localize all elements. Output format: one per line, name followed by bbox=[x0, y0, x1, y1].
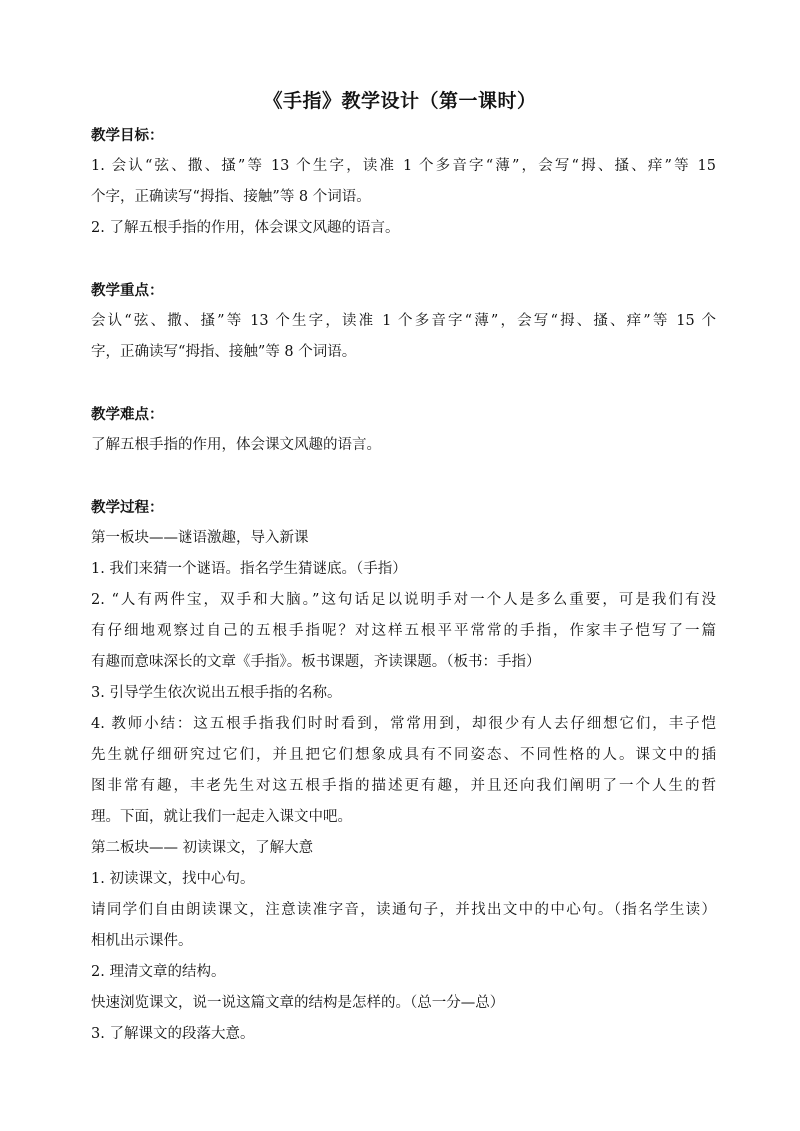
block-title: 第二板块—— 初读课文，了解大意 bbox=[91, 840, 314, 856]
paragraph-line: 相机出示课件。 bbox=[91, 933, 193, 949]
paragraph-line: 会认“弦、撒、搔”等 13 个生字，读准 1 个多音字“薄”，会写“拇、搔、痒”等 15 个 bbox=[91, 313, 716, 329]
paragraph-line: 有趣而意味深长的文章《手指》。板书课题，齐读课题。（板书：手指） bbox=[91, 654, 541, 670]
paragraph-line: 字，正确读写“拇指、接触”等 8 个词语。 bbox=[91, 344, 357, 360]
paragraph-line: 快速浏览课文，说一说这篇文章的结构是怎样的。（总一分—总） bbox=[91, 995, 505, 1011]
paragraph-line: 有仔细地观察过自己的五根手指呢？对这样五根平平常常的手指，作家丰子恺写了一篇 bbox=[91, 623, 716, 639]
paragraph-line: 1. 会认“弦、撒、搔”等 13 个生字，读准 1 个多音字“薄”，会写“拇、搔、痒”等 15 bbox=[91, 158, 716, 174]
paragraph-line: 3. 引导学生依次说出五根手指的名称。 bbox=[91, 685, 342, 701]
section-heading: 教学重点： bbox=[91, 282, 164, 299]
paragraph-line: 3. 了解课文的段落大意。 bbox=[91, 1026, 255, 1042]
section-heading: 教学难点： bbox=[91, 406, 164, 423]
paragraph-line: 请同学们自由朗读课文，注意读准字音，读通句子，并找出文中的中心句。（指名学生读） bbox=[91, 902, 716, 918]
section-difficulties bbox=[91, 399, 716, 461]
paragraph-line: 个字，正确读写“拇指、接触”等 8 个词语。 bbox=[91, 189, 371, 205]
section-key-points bbox=[91, 275, 716, 368]
page-title: 《手指》教学设计（第一课时） bbox=[263, 90, 537, 112]
document-body bbox=[91, 120, 716, 1050]
paragraph-line: 1. 初读课文，找中心句。 bbox=[91, 871, 255, 887]
section-heading: 教学过程： bbox=[91, 499, 164, 516]
paragraph-line: 先生就仔细研究过它们，并且把它们想象成具有不同姿态、不同性格的人。课文中的插 bbox=[91, 747, 716, 763]
paragraph-line: 4. 教师小结：这五根手指我们时时看到，常常用到，却很少有人去仔细想它们，丰子恺 bbox=[91, 716, 716, 732]
paragraph-line: 理。下面，就让我们一起走入课文中吧。 bbox=[91, 809, 352, 825]
section-teaching-goals bbox=[91, 120, 716, 244]
paragraph-line: 2. 了解五根手指的作用，体会课文风趣的语言。 bbox=[91, 220, 400, 236]
spacer bbox=[91, 244, 716, 275]
paragraph-line: 图非常有趣，丰老先生对这五根手指的描述更有趣，并且还向我们阐明了一个人生的哲 bbox=[91, 778, 716, 794]
paragraph-line: 2. 理清文章的结构。 bbox=[91, 964, 226, 980]
section-teaching-process bbox=[91, 492, 716, 1050]
block-title: 第一板块——谜语激趣，导入新课 bbox=[91, 530, 309, 546]
section-heading: 教学目标： bbox=[91, 127, 164, 144]
spacer bbox=[91, 461, 716, 492]
spacer bbox=[91, 368, 716, 399]
paragraph-line: 了解五根手指的作用，体会课文风趣的语言。 bbox=[91, 437, 381, 453]
paragraph-line: 1. 我们来猜一个谜语。指名学生猜谜底。（手指） bbox=[91, 561, 407, 577]
paragraph-line: 2. “人有两件宝，双手和大脑。”这句话足以说明手对一个人是多么重要，可是我们有没 bbox=[91, 592, 716, 608]
